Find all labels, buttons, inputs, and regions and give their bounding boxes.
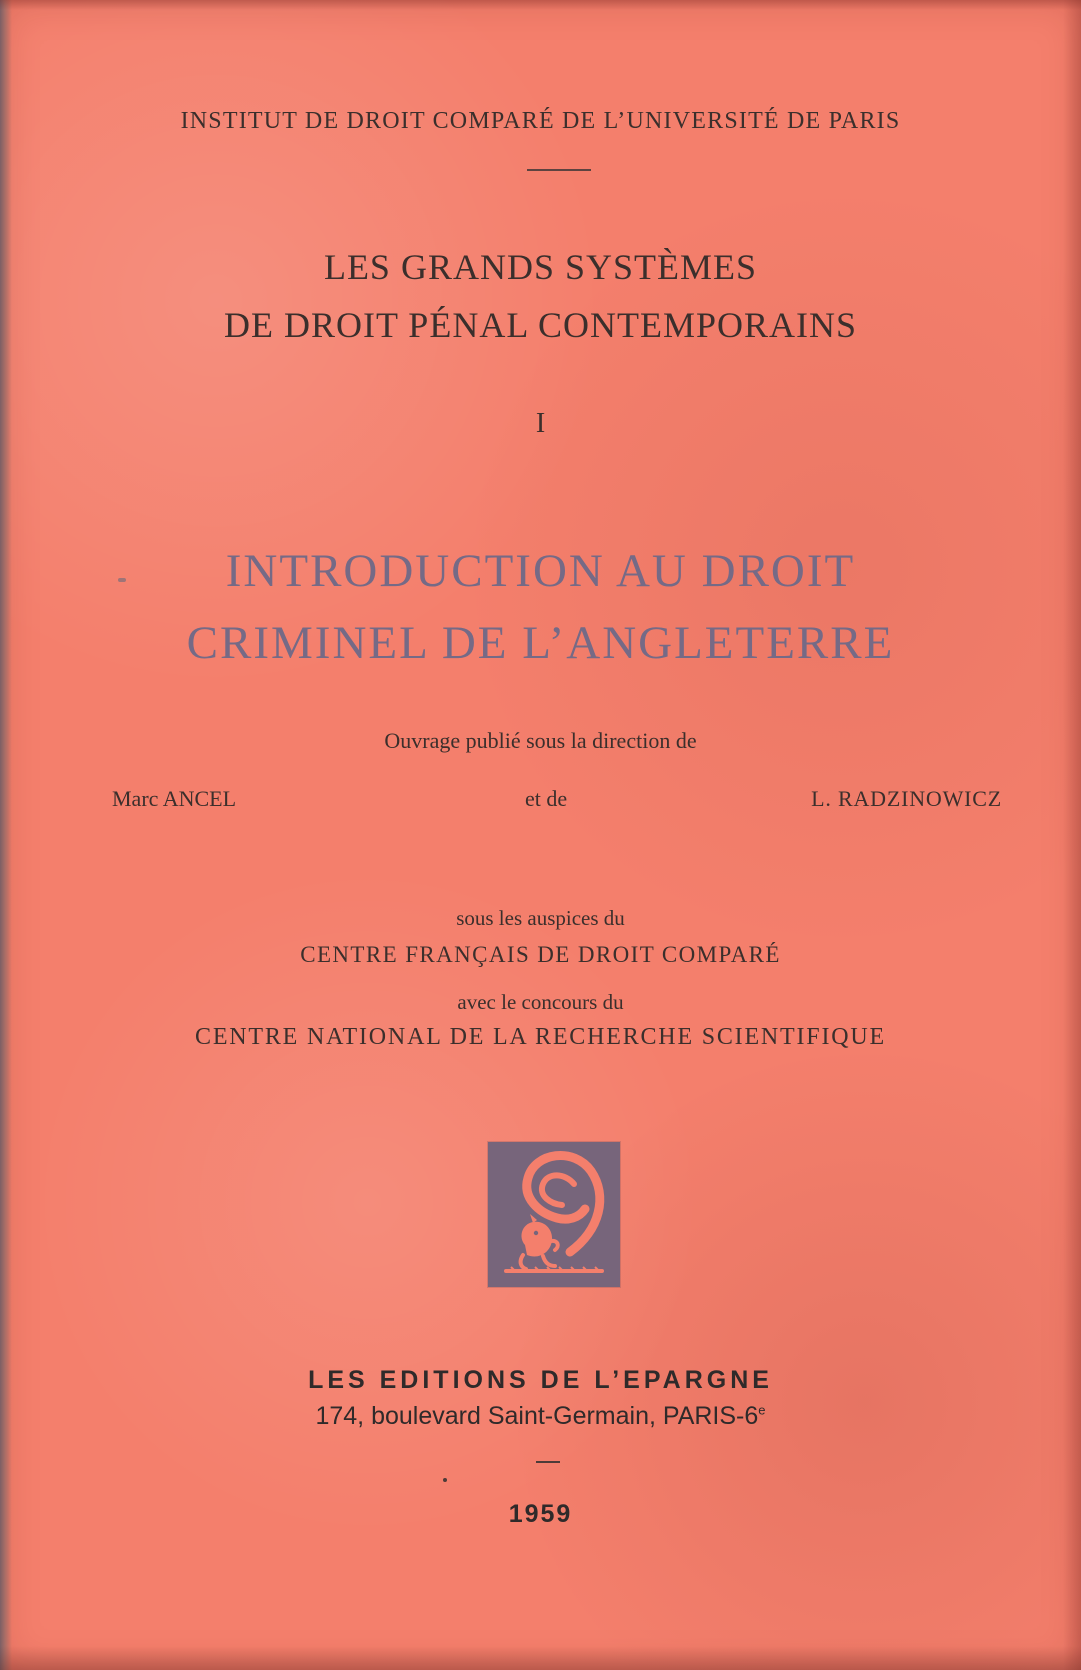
authors-line xyxy=(112,786,1002,822)
author-marc-ancel: Marc ANCEL xyxy=(112,786,237,811)
series-title-line-1: LES GRANDS SYSTÈMES xyxy=(323,247,758,287)
heading-divider xyxy=(527,169,591,171)
centre-national-name: CENTRE NATIONAL DE LA RECHERCHE SCIENTIFIQUE xyxy=(195,1024,886,1050)
publisher-name: LES EDITIONS DE L’EPARGNE xyxy=(308,1366,773,1394)
year-divider xyxy=(536,1461,560,1463)
publisher-address xyxy=(0,1402,1081,1431)
centre-francais-name: CENTRE FRANÇAIS DE DROIT COMPARÉ xyxy=(300,942,781,967)
series-title-line-2: DE DROIT PÉNAL CONTEMPORAINS xyxy=(223,305,858,345)
small-dot xyxy=(443,1478,447,1482)
top-edge-shadow xyxy=(0,0,1081,10)
publisher-address-superscript: e xyxy=(758,1402,766,1418)
auspices-text: sous les auspices du xyxy=(456,906,625,930)
author-l-radzinowicz: L. RADZINOWICZ xyxy=(811,786,1002,811)
squirrel-logo xyxy=(488,1142,620,1287)
publisher-address-main: 174, boulevard Saint-Germain, PARIS-6 xyxy=(315,1402,759,1430)
bottom-edge-shadow xyxy=(0,1646,1081,1670)
squirrel-logo-icon xyxy=(488,1142,620,1287)
volume-number: I xyxy=(535,408,546,439)
authors-connector: et de xyxy=(525,786,568,811)
concours-text: avec le concours du xyxy=(457,990,624,1014)
direction-text: Ouvrage publié sous la direction de xyxy=(384,728,697,753)
publication-year: 1959 xyxy=(508,1500,573,1528)
institute-heading: INSTITUT DE DROIT COMPARÉ DE L’UNIVERSITÉ DE PARIS xyxy=(180,108,901,134)
book-title-line-1: INTRODUCTION AU DROIT xyxy=(225,545,856,597)
book-title-line-2: CRIMINEL DE L’ANGLETERRE xyxy=(186,617,895,669)
